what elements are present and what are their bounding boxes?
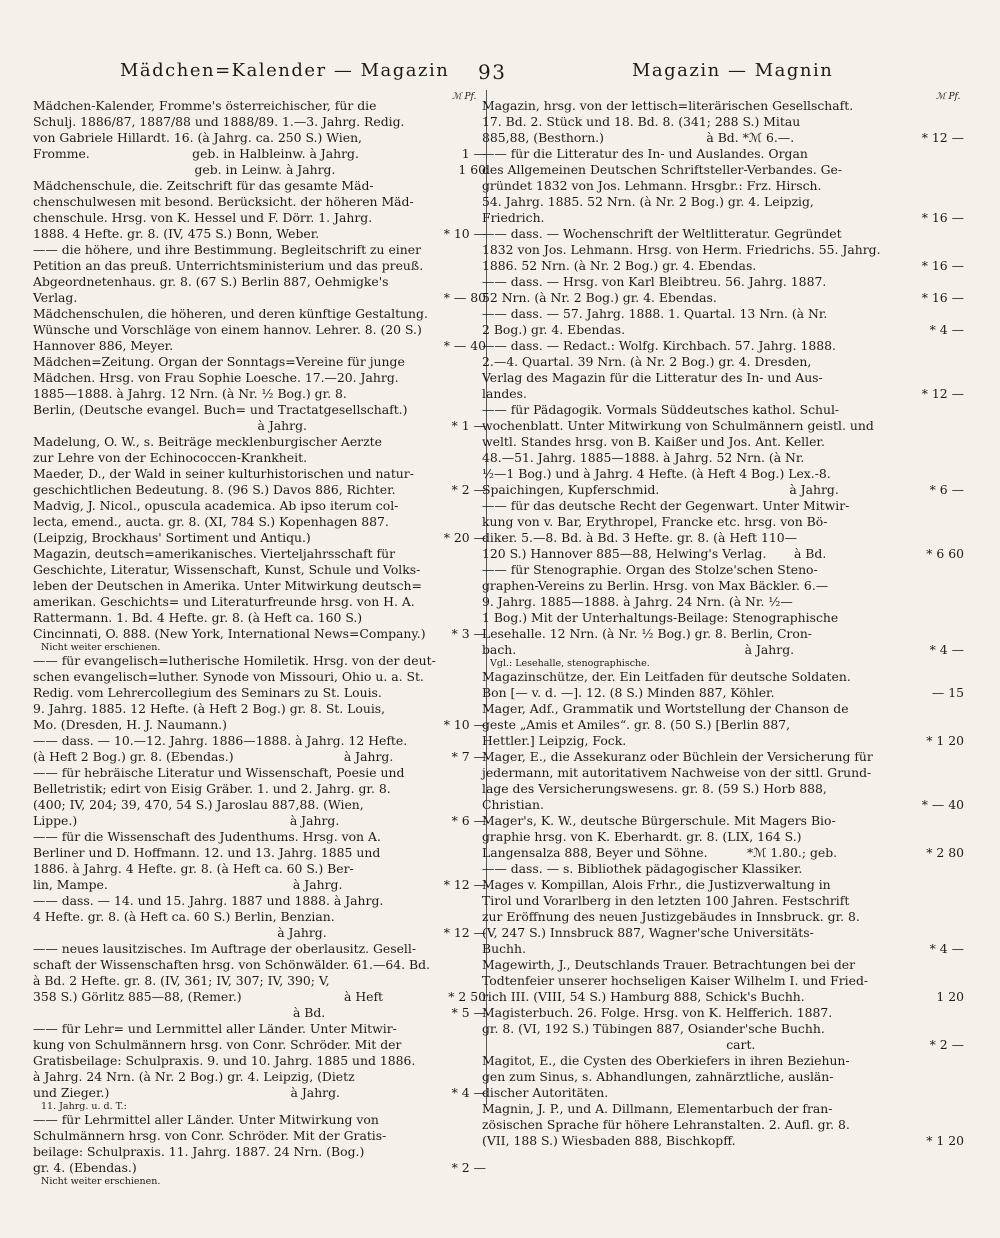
catalog-entry	[482, 701, 964, 749]
running-head-right: Magazin — Magnin	[632, 60, 834, 81]
entry-price: * 1 —	[451, 418, 486, 433]
entry-text: —— dass. — Wochenschrift der Weltlitteratur. Gegründet 1832 von Jos. Lehmann. Hrsg. von Herm. Friedrichs. 55. Jahrg. 1886. 52 Nrn. (à Nr. 2 Bog.) gr. 4. Ebendas.	[482, 226, 881, 273]
entry-text: —— für hebräische Literatur und Wissenschaft, Poesie und Belletristik; edirt von Eisig Gräber. 1. und 2. Jahrg. gr. 8. (400; IV, 204; 39, 470, 54 S.) Jaroslau 887,88. (Wien, Lippe.) à Jahrg.	[33, 765, 405, 828]
catalog-entry	[482, 274, 964, 306]
entry-price: — 15	[931, 685, 964, 700]
running-head-left: Mädchen=Kalender — Magazin	[120, 60, 450, 81]
entry-price: * — 40	[921, 797, 964, 812]
entry-price: * 10 —	[443, 717, 486, 732]
entry-text: —— neues lausitzisches. Im Auftrage der oberlausitz. Gesell- schaft der Wissenschaften hrsg. von Schönwälder. 61.—64. Bd. à Bd. 2 Hefte. gr. 8. (IV, 361; IV, 307; IV, 390; V, 358 S.) Görlitz 885—88, (Remer.) à Heft à Bd.	[33, 941, 430, 1020]
entry-text: Madvig, J. Nicol., opuscula academica. Ab ipso iterum col- lecta, emend., aucta. gr. 8. (XI, 784 S.) Kopenhagen 887. (Leipzig, Brockhaus' Sortiment und Antiqu.)	[33, 498, 399, 545]
entry-text: —— dass. — Hrsg. von Karl Bleibtreu. 56. Jahrg. 1887. 52 Nrn. (à Nr. 2 Bog.) gr. 4. Ebendas.	[482, 274, 827, 305]
entry-text: Mädchen-Kalender, Fromme's österreichischer, für die Schulj. 1886/87, 1887/88 und 1888/89. 1.—3. Jahrg. Redig. von Gabriele Hillardt. 16. (à Jahrg. ca. 250 S.) Wien, Fromme. geb. in Halbleinw. à Jahrg. geb. in Leinw. à Jahrg.	[33, 98, 405, 177]
entry-price: * 3 —	[451, 626, 486, 641]
catalog-entry	[33, 765, 486, 829]
catalog-entry	[482, 1101, 964, 1149]
catalog-entry	[482, 861, 964, 877]
entry-price: * 4 —	[929, 941, 964, 956]
catalog-entry	[482, 562, 964, 658]
catalog-entry	[482, 146, 964, 226]
entry-text: Mager's, K. W., deutsche Bürgerschule. Mit Magers Bio- graphie hrsg. von K. Eberhardt. gr. 8. (LIX, 164 S.) Langensalza 888, Beyer und Söhne. *ℳ 1.80.; geb.	[482, 813, 838, 860]
left-column	[33, 98, 486, 1187]
entry-text: Magisterbuch. 26. Folge. Hrsg. von K. Helfferich. 1887. gr. 8. (VI, 192 S.) Tübingen 887, Osiander'sche Buchh. cart.	[482, 1005, 833, 1052]
entry-text: —— für Lehrmittel aller Länder. Unter Mitwirkung von Schulmännern hrsg. von Conr. Schröder. Mit der Gratis- beilage: Schulpraxis. 11. Jahrg. 1887. 24 Nrn. (Bog.) gr. 4. (Ebendas.)	[33, 1112, 387, 1175]
entry-text: Magazin, deutsch=amerikanisches. Vierteljahrsschaft für Geschichte, Literatur, Wissenschaft, Kunst, Schule und Volks- leben der Deutschen in Amerika. Unter Mitwirkung deutsch= amerikan. Geschichts= und Literaturfreunde hrsg. von H. A. Rattermann. 1. Bd. 4 Hefte. gr. 8. (à Heft ca. 160 S.) Cincinnati, O. 888. (New York, International News=Company.)	[33, 546, 426, 641]
entry-text: —— für Pädagogik. Vormals Süddeutsches kathol. Schul- wochenblatt. Unter Mitwirkung von Schulmännern geistl. und weltl. Standes hrsg. von B. Kaißer und Jos. Ant. Keller. 48.—51. Jahrg. 1885—1888. à Jahrg. 52 Nrn. (à Nr. ½—1 Bog.) und à Jahrg. 4 Hefte. (à Heft 4 Bog.) Lex.-8. Spaichingen, Kupferschmid. à Jahrg.	[482, 402, 874, 497]
catalog-entry	[482, 226, 964, 274]
currency-head-left: ℳ Pf.	[452, 92, 477, 102]
catalog-entry	[482, 813, 964, 861]
catalog-entry	[33, 466, 486, 498]
catalog-entry	[33, 733, 486, 765]
entry-text: —— dass. — Redact.: Wolfg. Kirchbach. 57. Jahrg. 1888. 2.—4. Quartal. 39 Nrn. (à Nr. 2 Bog.) gr. 4. Dresden, Verlag des Magazin für die Litteratur des In- und Aus- landes.	[482, 338, 836, 401]
entry-price: * 2 —	[929, 1037, 964, 1052]
catalog-entry	[482, 1053, 964, 1101]
entry-price: * 4 —	[929, 322, 964, 337]
page-header	[0, 60, 1000, 88]
entry-text: —— dass. — 14. und 15. Jahrg. 1887 und 1888. à Jahrg. 4 Hefte. gr. 8. (à Heft ca. 60 S.) Berlin, Benzian. à Jahrg.	[33, 893, 384, 940]
currency-head-right: ℳ Pf.	[936, 92, 961, 102]
entry-text: —— für Lehr= und Lernmittel aller Länder. Unter Mitwir- kung von Schulmännern hrsg. von Conr. Schröder. Mit der Gratisbeilage: Schulpraxis. 9. und 10. Jahrg. 1885 und 1886. à Jahrg. 24 Nrn. (à Nr. 2 Bog.) gr. 4. Leipzig, (Dietz und Zieger.) à Jahrg.	[33, 1021, 416, 1100]
entry-price: 1 20	[936, 989, 964, 1004]
catalog-entry	[33, 354, 486, 434]
catalog-entry	[482, 1005, 964, 1053]
entry-text: —— die höhere, und ihre Bestimmung. Begleitschrift zu einer Petition an das preuß. Unterrichtsministerium und das preuß. Abgeordnetenhaus. gr. 8. (67 S.) Berlin 887, Oehmigke's Verlag.	[33, 242, 424, 305]
entry-price: * 10 —	[443, 226, 486, 241]
entry-text: Maeder, D., der Wald in seiner kulturhistorischen und natur- geschichtlichen Bedeutung. 8. (96 S.) Davos 886, Richter.	[33, 466, 414, 497]
entry-text: Mädchen=Zeitung. Organ der Sonntags=Vereine für junge Mädchen. Hrsg. von Frau Sophie Loesche. 17.—20. Jahrg. 1885—1888. à Jahrg. 12 Nrn. (à Nr. ½ Bog.) gr. 8. Berlin, (Deutsche evangel. Buch= und Tractatgesellschaft.) à Jahrg.	[33, 354, 408, 433]
entry-text: Mages v. Kompillan, Alois Frhr., die Justizverwaltung in Tirol und Vorarlberg in den letzten 100 Jahren. Festschrift zur Eröffnung des neuen Justizgebäudes in Innsbruck. gr. 8. (V, 247 S.) Innsbruck 887, Wagner'sche Universitäts- Buchh.	[482, 877, 860, 956]
entry-price: * — 40	[443, 338, 486, 353]
entry-text: Magitot, E., die Cysten des Oberkiefers in ihren Beziehun- gen zum Sinus, s. Abhandlungen, zahnärztliche, auslän- discher Autoritäten.	[482, 1053, 850, 1100]
catalog-entry	[482, 749, 964, 813]
entry-price: * 2 50 * 5 —	[448, 989, 486, 1020]
catalog-entry	[33, 941, 486, 1021]
catalog-entry	[33, 498, 486, 546]
catalog-entry	[482, 957, 964, 1005]
entry-price: * 2 —	[451, 1160, 486, 1175]
entry-price: * 7 —	[451, 749, 486, 764]
catalog-entry	[482, 877, 964, 957]
entry-price: * 2 —	[451, 482, 486, 497]
entry-price: * 1 20	[926, 733, 964, 748]
entry-note: Nicht weiter erschienen.	[41, 642, 161, 653]
entry-text: Magazin, hrsg. von der lettisch=literärischen Gesellschaft. 17. Bd. 2. Stück und 18. Bd. 8. (341; 288 S.) Mitau 885,88, (Besthorn.) à Bd. *ℳ 6.—.	[482, 98, 854, 145]
entry-text: Madelung, O. W., s. Beiträge mecklenburgischer Aerzte zur Lehre von der Echinococcen-Krankheit.	[33, 434, 382, 465]
entry-text: —— dass. — 10.—12. Jahrg. 1886—1888. à Jahrg. 12 Hefte. (à Heft 2 Bog.) gr. 8. (Ebendas.) à Jahrg.	[33, 733, 408, 764]
entry-price: * 20 —	[443, 530, 486, 545]
entry-price: * 12 —	[921, 386, 964, 401]
catalog-entry	[33, 242, 486, 306]
catalog-entry	[482, 338, 964, 402]
entry-note: Vgl.: Lesehalle, stenographische.	[490, 658, 650, 669]
entry-text: Magazinschütze, der. Ein Leitfaden für deutsche Soldaten. Bon [— v. d. —]. 12. (8 S.) Minden 887, Köhler.	[482, 669, 851, 700]
entry-text: —— für evangelisch=lutherische Homiletik. Hrsg. von der deut- schen evangelisch=luther. Synode von Missouri, Ohio u. a. St. Redig. vom Lehrercollegium des Seminars zu St. Louis. 9. Jahrg. 1885. 12 Hefte. (à Heft 2 Bog.) gr. 8. St. Louis, Mo. (Dresden, H. J. Naumann.)	[33, 653, 436, 732]
entry-price: * 16 —	[921, 290, 964, 305]
entry-text: —— dass. — 57. Jahrg. 1888. 1. Quartal. 13 Nrn. (à Nr. 2 Bog.) gr. 4. Ebendas.	[482, 306, 828, 337]
entry-price: * — 80	[443, 290, 486, 305]
entry-text: Magnin, J. P., und A. Dillmann, Elementarbuch der fran- zösischen Sprache für höhere Lehranstalten. 2. Aufl. gr. 8. (VII, 188 S.) Wiesbaden 888, Bischkopff.	[482, 1101, 850, 1148]
catalog-entry	[33, 893, 486, 941]
entry-text: Mädchenschule, die. Zeitschrift für das gesamte Mäd- chenschulwesen mit besond. Berücksicht. der höheren Mäd- chenschule. Hrsg. von K. Hessel und F. Dörr. 1. Jahrg. 1888. 4 Hefte. gr. 8. (IV, 475 S.) Bonn, Weber.	[33, 178, 414, 241]
catalog-entry	[33, 546, 486, 642]
entry-price: * 6 60	[926, 546, 964, 561]
entry-price: * 12 —	[443, 877, 486, 892]
catalog-entry	[33, 306, 486, 354]
right-column	[482, 98, 964, 1149]
entry-price: * 16 —	[921, 210, 964, 225]
entry-text: Mädchenschulen, die höheren, und deren künftige Gestaltung. Wünsche und Vorschläge von einem hannov. Lehrer. 8. (20 S.) Hannover 886, Meyer.	[33, 306, 428, 353]
entry-text: —— für die Litteratur des In- und Auslandes. Organ des Allgemeinen Deutschen Schriftsteller-Verbandes. Ge- gründet 1832 von Jos. Lehmann. Hrsgbr.: Frz. Hirsch. 54. Jahrg. 1885. 52 Nrn. (à Nr. 2 Bog.) gr. 4. Leipzig, Friedrich.	[482, 146, 843, 225]
entry-price: * 4 —	[451, 1085, 486, 1100]
catalog-entry	[33, 98, 486, 178]
catalog-entry	[33, 1021, 486, 1101]
entry-price: * 4 —	[929, 642, 964, 657]
entry-price: * 12 —	[921, 130, 964, 145]
entry-price: * 12 —	[443, 925, 486, 940]
catalog-entry	[482, 669, 964, 701]
catalog-entry	[33, 1112, 486, 1176]
entry-text: —— für das deutsche Recht der Gegenwart. Unter Mitwir- kung von v. Bar, Erythropel, Francke etc. hrsg. von Bö- diker. 5.—8. Bd. à Bd. 3 Hefte. gr. 8. (à Heft 110— 120 S.) Hannover 885—88, Helwing's Verlag. à Bd.	[482, 498, 850, 561]
entry-text: Mager, Adf., Grammatik und Wortstellung der Chanson de geste „Amis et Amiles“. gr. 8. (50 S.) [Berlin 887, Hettler.] Leipzig, Fock.	[482, 701, 849, 748]
entry-price: * 1 20	[926, 1133, 964, 1148]
entry-text: Mager, E., die Assekuranz oder Büchlein der Versicherung für jedermann, mit autoritativem Nachweise von der sittl. Grund- lage des Versicherungswesens. gr. 8. (59 S.) Horb 888, Christian.	[482, 749, 873, 812]
page-number: 93	[478, 60, 507, 84]
entry-price: * 16 —	[921, 258, 964, 273]
entry-text: —— für die Wissenschaft des Judenthums. Hrsg. von A. Berliner und D. Hoffmann. 12. und 13. Jahrg. 1885 und 1886. à Jahrg. 4 Hefte. gr. 8. (à Heft ca. 60 S.) Ber- lin, Mampe. à Jahrg.	[33, 829, 381, 892]
entry-text: —— dass. — s. Bibliothek pädagogischer Klassiker.	[482, 861, 803, 876]
entry-price: * 6 —	[929, 482, 964, 497]
entry-note: Nicht weiter erschienen.	[41, 1176, 161, 1187]
catalog-entry	[33, 653, 486, 733]
entry-price: * 2 80	[926, 845, 964, 860]
entry-note: 11. Jahrg. u. d. T.:	[41, 1101, 127, 1112]
catalog-entry	[33, 434, 486, 466]
catalog-entry	[482, 498, 964, 562]
entry-text: Magewirth, J., Deutschlands Trauer. Betrachtungen bei der Todtenfeier unserer hochseligen Kaiser Wilhelm I. und Fried- rich III. (VIII, 54 S.) Hamburg 888, Schick's Buchh.	[482, 957, 869, 1004]
catalog-entry	[33, 829, 486, 893]
entry-price: 1 — 1 60	[458, 146, 486, 177]
entry-price: * 6 —	[451, 813, 486, 828]
catalog-entry	[482, 402, 964, 498]
catalog-entry	[33, 178, 486, 242]
entry-text: —— für Stenographie. Organ des Stolze'schen Steno- graphen-Vereins zu Berlin. Hrsg. von Max Bäckler. 6.— 9. Jahrg. 1885—1888. à Jahrg. 24 Nrn. (à Nr. ½— 1 Bog.) Mit der Unterhaltungs-Beilage: Stenographische Lesehalle. 12 Nrn. (à Nr. ½ Bog.) gr. 8. Berlin, Cron- bach. à Jahrg.	[482, 562, 839, 657]
catalog-entry	[482, 98, 964, 146]
catalog-entry	[482, 306, 964, 338]
